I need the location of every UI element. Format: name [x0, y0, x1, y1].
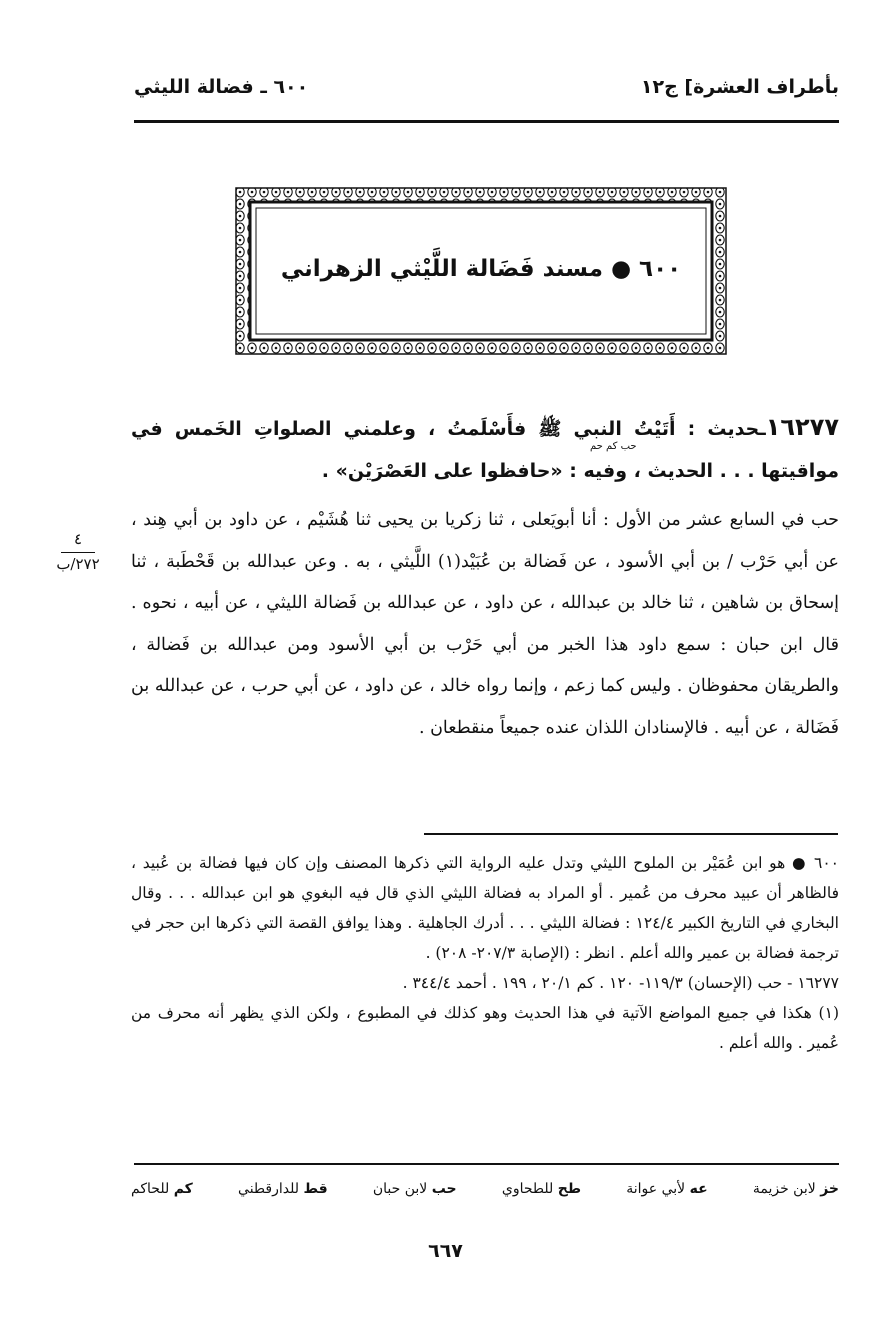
hadith-heading: [131, 406, 839, 492]
abbreviation-item: قط للدارقطني: [238, 1181, 328, 1197]
running-header-book: بأطراف العشرة] ج١٢: [640, 76, 839, 98]
hadith-text: ـحديث : أَتَيْتُ النبي ﷺ فأَسْلَمتُ ، وعلمني الصلواتِ الخَمس في مواقيتها . . . الحديث ، وفيه : «حافظوا على العَصْرَيْن» .: [131, 418, 839, 482]
footnote: ٦٠٠ ● هو ابن عُمَيْر بن الملوح الليثي وتدل عليه الرواية التي ذكرها المصنف وإن كان فيها فضالة بن عُبيد ، فالظاهر أن عبيد محرف من عُمير . أو المراد به فضالة الليثي الذي قال فيه البغوي هو ابن عبدالله . . . وقال البخاري في التاريخ الكبير ١٢٤/٤ : فضالة الليثي . . . أدرك الجاهلية . وهذا يوافق القصة التي ذكرها ابن حجر في ترجمة فضالة بن عمير والله أعلم . انظر : (الإصابة ٢٠٧/٣- ٢٠٨) .: [131, 854, 839, 962]
abbreviation-rule: [134, 1163, 839, 1165]
margin-note-bottom: ٢٧٢/ب: [56, 555, 100, 573]
running-header-section: ٦٠٠ ـ فضالة الليثي: [134, 76, 309, 98]
abbreviation-item: عه لأبي عوانة: [626, 1181, 708, 1197]
margin-note-top: ٤: [73, 530, 83, 548]
abbreviation-item: كم للحاكم: [131, 1181, 193, 1197]
footnote: (١) هكذا في جميع المواضع الآتية في هذا الحديث وهو كذلك في المطبوع ، ولكن الذي يظهر أنه محرف من عُمير . والله أعلم .: [131, 1004, 839, 1052]
abbreviation-key: [131, 1181, 839, 1197]
footnotes: [131, 848, 839, 1058]
isnad-paragraph: حب في السابع عشر من الأول : أنا أبويَعلى ، ثنا زكريا بن يحيى ثنا هُشَيْم ، عن داود بن أبي هِند ، عن أبي حَرْب / بن أبي الأسود ، عن فَضالة بن عُبَيْد(١) اللَّيثي ، به . وعن عبدالله بن قَحْطَبة ، ثنا إسحاق بن شاهين ، ثنا خالد بن عبدالله ، عن داود ، عن عبدالله بن فَضالة الليثي ، عن أبيه ، نحوه . قال ابن حبان : سمع داود هذا الخبر من أبي حَرْب بن أبي الأسود ومن عبدالله بن فَضالة ، والطريقان محفوظان . وليس كما زعم ، وإنما رواه خالد ، عن داود ، عن أبي حرب ، عن عبدالله بن فَضَالة ، عن أبيه . فالإسنادان اللذان عنده جميعاً منقطعان .: [131, 510, 839, 738]
abbreviation-item: خز لابن خزيمة: [752, 1181, 839, 1197]
margin-folio-note: [48, 528, 108, 575]
musnad-title: ٦٠٠ ● مسند فَضَالة اللَّيْثي الزهراني: [280, 256, 682, 282]
abbreviation-item: طح للطحاوي: [501, 1181, 582, 1197]
page-number: ٦٦٧: [428, 1240, 463, 1262]
hadith-sigla: حب كم حم: [590, 441, 637, 452]
header-rule: [134, 120, 839, 123]
footnote: ١٦٢٧٧ - حب (الإحسان) ١١٩/٣- ١٢٠ . كم ٢٠/١ ، ١٩٩ . أحمد ٣٤٤/٤ .: [402, 974, 839, 992]
abbreviation-item: حب لابن حبان: [372, 1181, 457, 1197]
footnote-rule: [424, 833, 838, 835]
hadith-number: ١٦٢٧٧: [765, 413, 839, 441]
